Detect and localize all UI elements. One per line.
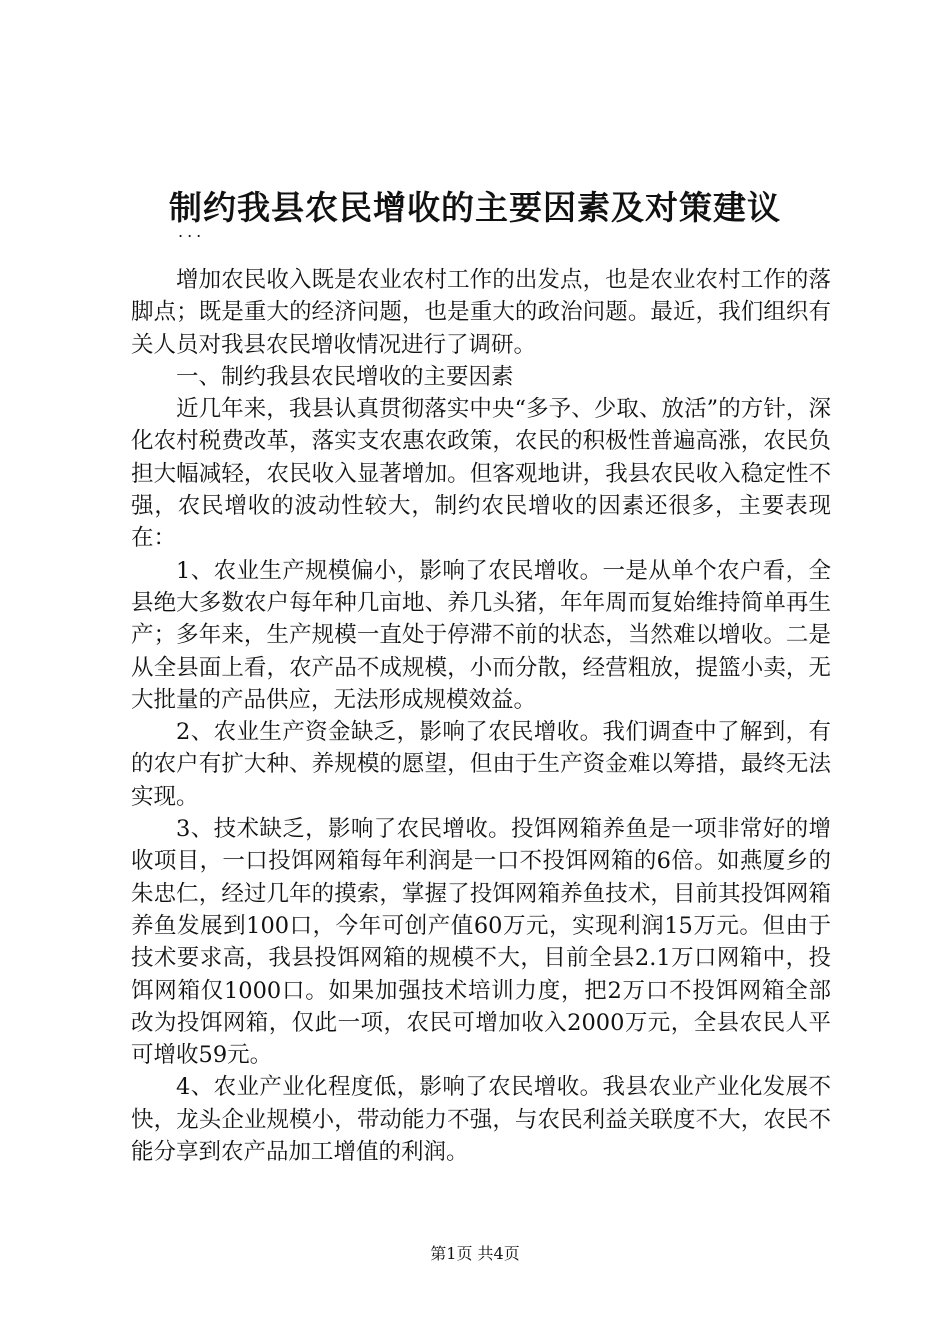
paragraph-overview: 近几年来，我县认真贯彻落实中央“多予、少取、放活”的方针，深化农村税费改革，落实支农惠农政策，农民的积极性普遍高涨，农民负担大幅减轻，农民收入显著增加。但客观地讲，我县农民收入稳定性不强，农民增收的波动性较大，制约农民增收的因素还很多，主要表现在： (131, 396, 831, 552)
paragraph-item-3: 3、技术缺乏，影响了农民增收。投饵网箱养鱼是一项非常好的增收项目，一口投饵网箱每年利润是一口不投饵网箱的6倍。如燕厦乡的朱忠仁，经过几年的摸索，掌握了投饵网箱养鱼技术，目前其投饵网箱养鱼发展到100口，今年可创产值60万元，实现利润15万元。但由于技术要求高，我县投饵网箱的规模不大，目前全县2.1万口网箱中，投饵网箱仅1000口。如果加强技术培训力度，把2万口不投饵网箱全部改为投饵网箱，仅此一项，农民可增加收入2000万元，全县农民人平可增收59元。 (131, 816, 831, 1069)
paragraph-item-2: 2、农业生产资金缺乏，影响了农民增收。我们调查中了解到，有的农户有扩大种、养规模的愿望，但由于生产资金难以筹措，最终无法实现。 (131, 719, 831, 810)
paragraph-item-4: 4、农业产业化程度低，影响了农民增收。我县农业产业化发展不快，龙头企业规模小，带动能力不强，与农民利益关联度不大，农民不能分享到农产品加工增值的利润。 (131, 1074, 831, 1166)
paragraph-intro: 增加农民收入既是农业农村工作的出发点，也是农业农村工作的落脚点；既是重大的经济问题，也是重大的政治问题。最近，我们组织有关人员对我县农民增收情况进行了调研。 (131, 267, 831, 358)
document-body (131, 264, 831, 1168)
page-number: 第1页 共4页 (430, 1244, 520, 1263)
paragraph-item-1: 1、农业生产规模偏小，影响了农民增收。一是从单个农户看，全县绝大多数农户每年种几亩地、养几头猪，年年周而复始维持简单再生产；多年来，生产规模一直处于停滞不前的状态，当然难以增收。二是从全县面上看，农产品不成规模，小而分散，经营粗放，提篮小卖，无大批量的产品供应，无法形成规模效益。 (131, 557, 831, 713)
section-heading: 一、制约我县农民增收的主要因素 (176, 363, 514, 390)
ellipsis-mark: ... (178, 222, 206, 241)
document-title: 制约我县农民增收的主要因素及对策建议 (169, 188, 781, 227)
